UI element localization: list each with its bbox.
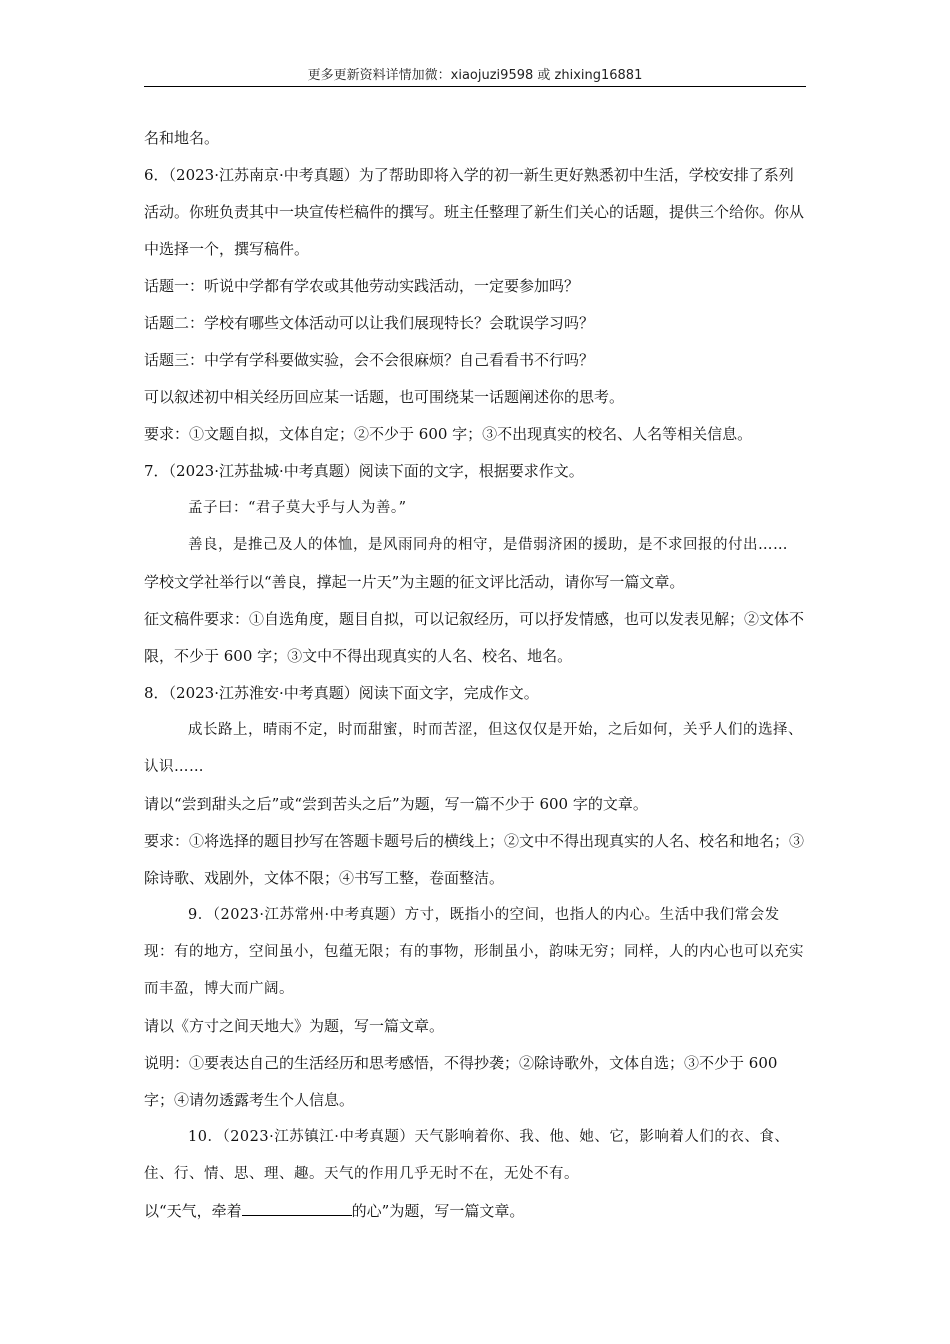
- question-8: 8．（2023·江苏淮安·中考真题）阅读下面文字，完成作文。: [144, 684, 539, 702]
- question-10: 10．（2023·江苏镇江·中考真题）天气影响着你、我、他、她、它，影响着人们的衣、食、住、行、情、思、理、趣。天气的作用几乎无时不在，无处不有。: [144, 1129, 790, 1182]
- material-kindness: 善良，是推己及人的体恤，是风雨同舟的相守，是借弱济困的援助，是不求回报的付出……: [188, 537, 788, 553]
- instruction: 学校文学社举行以“善良，撑起一片天”为主题的征文评比活动，请你写一篇文章。: [144, 573, 685, 591]
- quote-mencius: 孟子曰：“君子莫大乎与人为善。”: [188, 500, 407, 516]
- instruction: 请以“尝到甜头之后”或“尝到苦头之后”为题，写一篇不少于 600 字的文章。: [144, 795, 648, 813]
- title-prefix: 以“天气，牵着: [144, 1202, 242, 1220]
- document-body: [144, 120, 806, 1230]
- text-line: 名和地名。: [144, 129, 220, 147]
- title-suffix: 的心”为题，写一篇文章。: [351, 1202, 525, 1220]
- requirements: 要求：①文题自拟，文体自定；②不少于 600 字；③不出现真实的校名、人名等相关信息。: [144, 425, 753, 443]
- question-7: 7．（2023·江苏盐城·中考真题）阅读下面的文字，根据要求作文。: [144, 462, 584, 480]
- topic-1: 话题一：听说中学都有学农或其他劳动实践活动，一定要参加吗？: [144, 277, 580, 295]
- topic-3: 话题三：中学有学科要做实验，会不会很麻烦？自己看看书不行吗？: [144, 351, 595, 369]
- header-rule: [144, 86, 806, 87]
- topic-2: 话题二：学校有哪些文体活动可以让我们展现特长？会耽误学习吗？: [144, 314, 595, 332]
- requirements: 说明：①要表达自己的生活经历和思考感悟，不得抄袭；②除诗歌外，文体自选；③不少于 600 字；④请勿透露考生个人信息。: [144, 1054, 778, 1109]
- fill-blank: [242, 1201, 352, 1216]
- instruction: 可以叙述初中相关经历回应某一话题，也可围绕某一话题阐述你的思考。: [144, 388, 625, 406]
- requirements: 征文稿件要求：①自选角度，题目自拟，可以记叙经历，可以抒发情感，也可以发表见解；②文体不限，不少于 600 字；③文中不得出现真实的人名、校名、地名。: [144, 610, 805, 665]
- requirements: 要求：①将选择的题目抄写在答题卡题号后的横线上；②文中不得出现真实的人名、校名和地名；③除诗歌、戏剧外，文体不限；④书写工整，卷面整洁。: [144, 832, 805, 887]
- question-9: 9．（2023·江苏常州·中考真题）方寸，既指小的空间，也指人的内心。生活中我们常会发现：有的地方，空间虽小，包蕴无限；有的事物，形制虽小，韵味无穷；同样，人的内心也可以充实而丰盈，博大而广阔。: [144, 907, 804, 997]
- page-header: 更多更新资料详情加微：xiaojuzi9598 或 zhixing16881: [307, 68, 643, 83]
- material-growth: 成长路上，晴雨不定，时而甜蜜，时而苦涩，但这仅仅是开始，之后如何，关乎人们的选择、认识……: [144, 722, 803, 775]
- instruction: 请以《方寸之间天地大》为题，写一篇文章。: [144, 1017, 445, 1035]
- question-6: 6．（2023·江苏南京·中考真题）为了帮助即将入学的初一新生更好熟悉初中生活，学校安排了系列活动。你班负责其中一块宣传栏稿件的撰写。班主任整理了新生们关心的话题，提供三个给你。你从中选择一个，撰写稿件。: [144, 166, 805, 258]
- instruction-title: [144, 1193, 806, 1230]
